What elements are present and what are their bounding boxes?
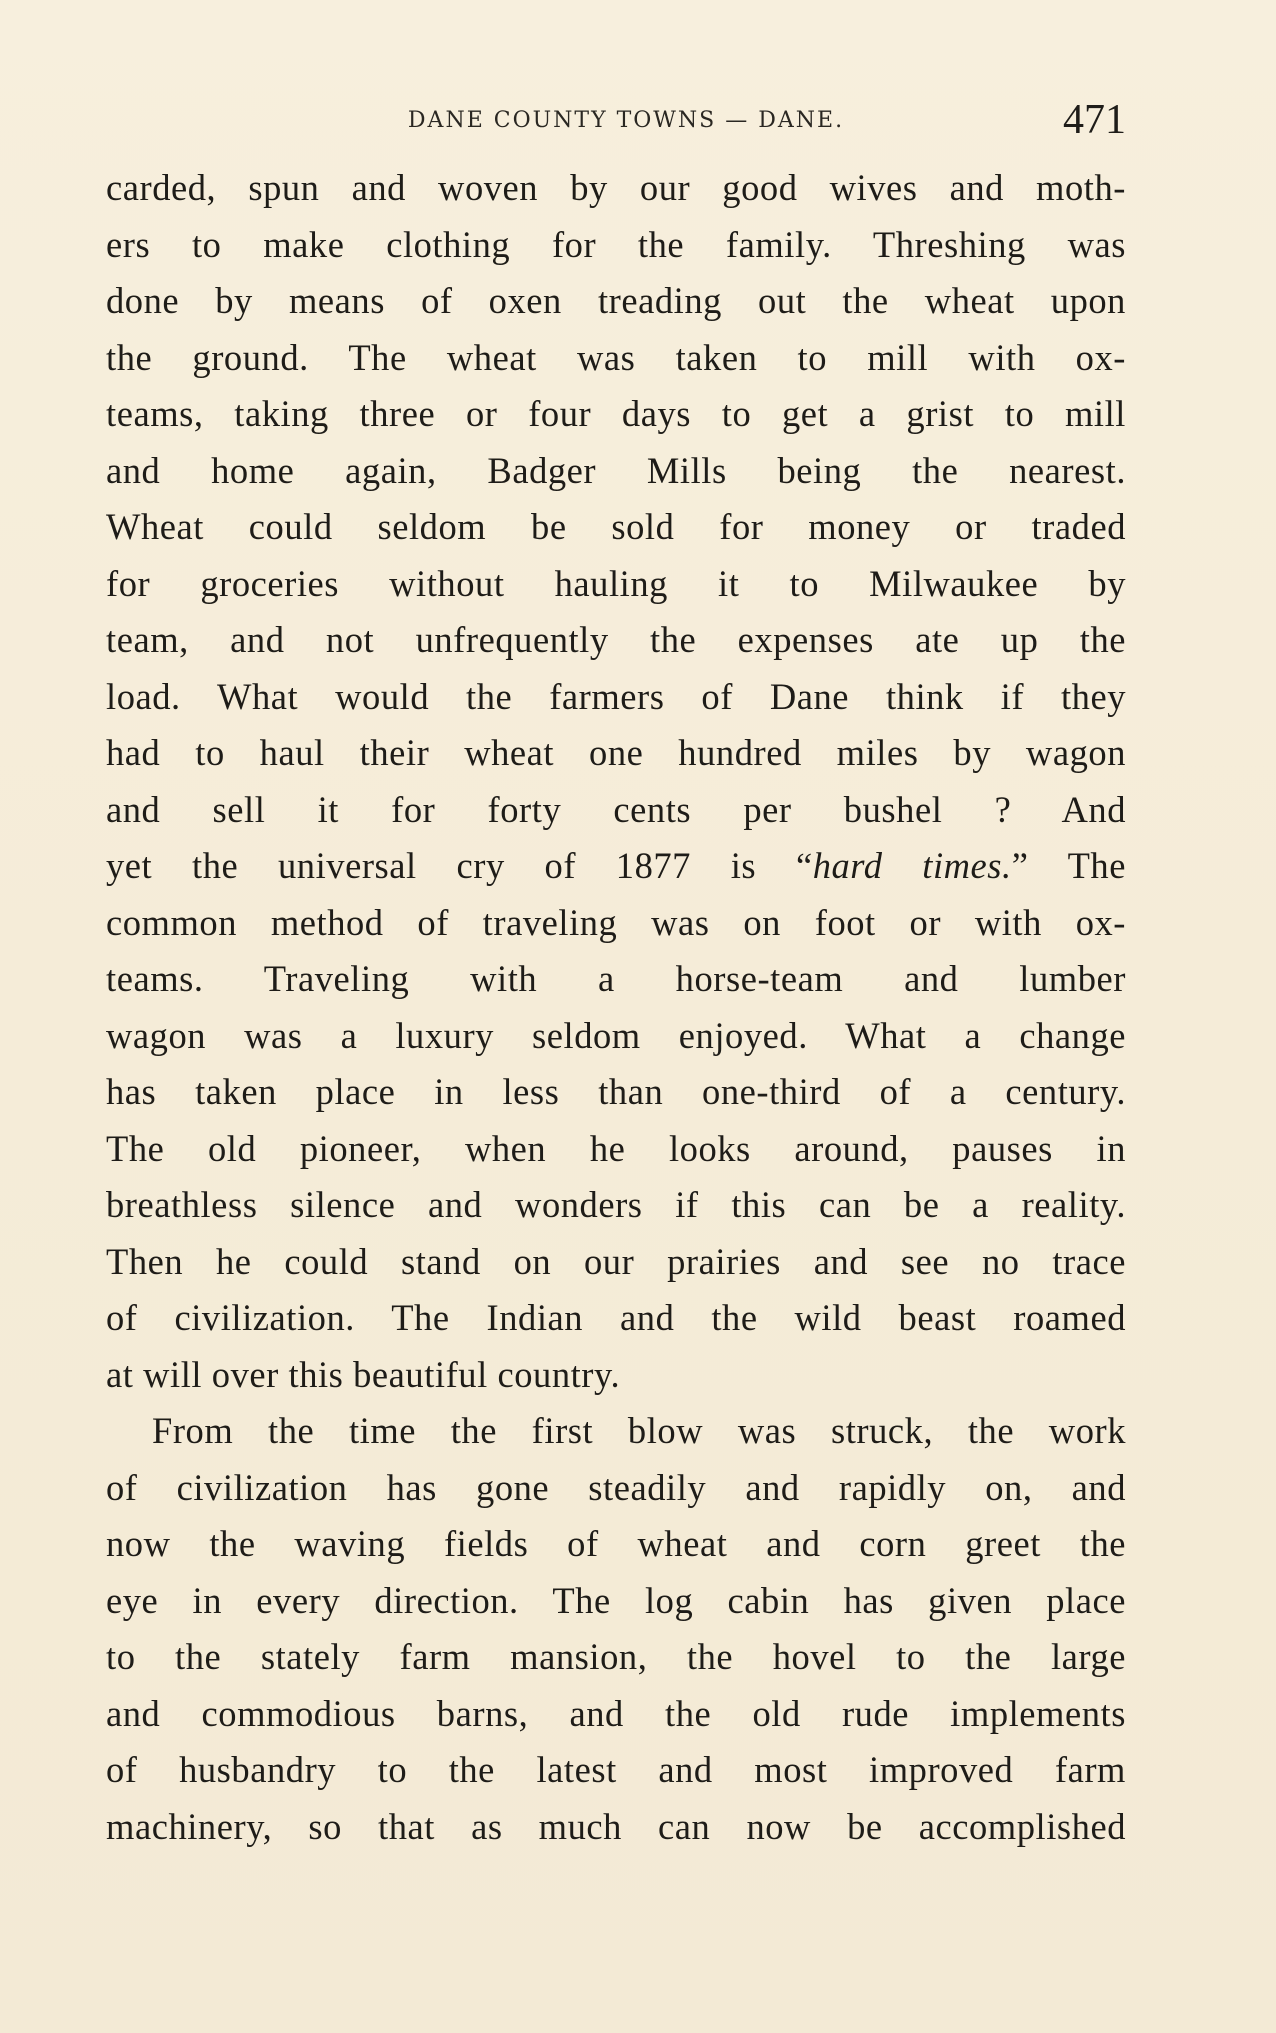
text-line: and home again, Badger Mills being the nearest. (106, 449, 1126, 491)
text-line: has taken place in less than one-third of a century. (106, 1071, 1126, 1112)
text-line: carded, spun and woven by our good wives and moth- (106, 167, 1126, 208)
text-line: eye in every direction. The log cabin has given place (106, 1579, 1126, 1621)
body-text (106, 160, 1126, 1855)
text-line: of husbandry to the latest and most improved farm (106, 1749, 1126, 1790)
paragraph-start-line: From the time the first blow was struck, the work (152, 1410, 1126, 1451)
italic-phrase: hard times. (812, 845, 1012, 886)
text-line: done by means of oxen treading out the wheat upon (106, 280, 1126, 321)
text-line: for groceries without hauling it to Milwaukee by (106, 562, 1126, 604)
text-line-with-italic (106, 838, 1126, 895)
text-line: and sell it for forty cents per bushel ? And (106, 788, 1126, 830)
text-line: The old pioneer, when he looks around, pauses in (106, 1127, 1126, 1169)
text-line: wagon was a luxury seldom enjoyed. What a change (106, 1014, 1126, 1056)
text-line: breathless silence and wonders if this can be a reality. (106, 1184, 1126, 1225)
text-line: of civilization. The Indian and the wild beast roamed (106, 1297, 1126, 1338)
page-number: 471 (1063, 97, 1126, 143)
text-line: to the stately farm mansion, the hovel to the large (106, 1636, 1126, 1677)
text-line: of civilization has gone steadily and rapidly on, and (106, 1466, 1126, 1508)
text-line: and commodious barns, and the old rude implements (106, 1692, 1126, 1734)
paragraph-end-line: at will over this beautiful country. (106, 1353, 621, 1395)
text-line: team, and not unfrequently the expenses ate up the (106, 619, 1126, 660)
text-segment: yet the universal cry of 1877 is “ (106, 845, 813, 886)
text-line: load. What would the farmers of Dane think if they (106, 675, 1126, 717)
page-header (106, 96, 1126, 146)
text-line: machinery, so that as much can now be accomplished (106, 1805, 1126, 1847)
running-head: DANE COUNTY TOWNS — DANE. (407, 108, 845, 133)
text-line: Wheat could seldom be sold for money or traded (106, 506, 1126, 547)
text-line: the ground. The wheat was taken to mill with ox- (106, 336, 1126, 378)
text-line: common method of traveling was on foot or with ox- (106, 901, 1126, 943)
text-segment: ” The (1011, 845, 1126, 886)
text-line: ers to make clothing for the family. Threshing was (106, 223, 1126, 265)
text-line: now the waving fields of wheat and corn greet the (106, 1523, 1126, 1564)
text-line: teams. Traveling with a horse-team and lumber (106, 958, 1126, 999)
text-line: Then he could stand on our prairies and see no trace (106, 1240, 1126, 1282)
text-line: teams, taking three or four days to get a grist to mill (106, 393, 1126, 434)
text-line: had to haul their wheat one hundred miles by wagon (106, 732, 1126, 773)
